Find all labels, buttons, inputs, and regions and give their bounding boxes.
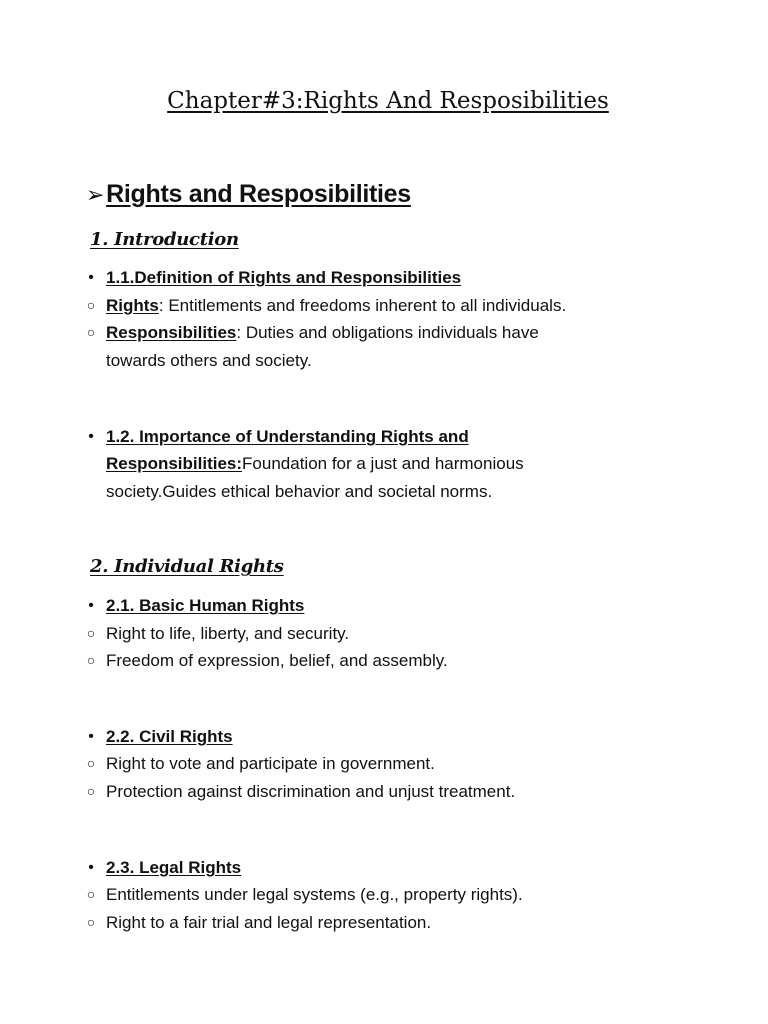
circle-bullet-icon: ○ <box>86 652 96 668</box>
term-rights: Rights <box>106 296 159 315</box>
disc-bullet-icon: • <box>88 269 94 286</box>
subheading-definition: • 1.1.Definition of Rights and Responsibilities <box>106 264 666 292</box>
circle-bullet-icon: ○ <box>86 625 96 641</box>
term-responsibilities: Responsibilities <box>106 323 237 342</box>
circle-bullet-icon: ○ <box>86 914 96 930</box>
disc-bullet-icon: • <box>88 859 94 876</box>
circle-bullet-icon: ○ <box>86 886 96 902</box>
subheading-civil-rights: • 2.2. Civil Rights <box>106 723 666 751</box>
chapter-title: Chapter#3:Rights And Resposibilities <box>167 88 609 114</box>
list-item-responsibilities: ○ Responsibilities: Duties and obligations individuals have <box>106 319 666 347</box>
list-item-continuation: towards others and society. <box>106 351 312 370</box>
circle-bullet-icon: ○ <box>86 297 96 313</box>
list-item: ○ Entitlements under legal systems (e.g., property rights). <box>106 881 666 909</box>
disc-bullet-icon: • <box>88 597 94 614</box>
main-heading <box>86 180 411 209</box>
importance-line-3: society.Guides ethical behavior and societal norms. <box>106 482 493 501</box>
circle-bullet-icon: ○ <box>86 783 96 799</box>
section-heading-individual-rights: 2. Individual Rights <box>90 556 284 577</box>
section-heading-introduction: 1. Introduction <box>90 229 239 250</box>
subheading-basic-human-rights: • 2.1. Basic Human Rights <box>106 592 666 620</box>
disc-bullet-icon: • <box>88 728 94 745</box>
circle-bullet-icon: ○ <box>86 324 96 340</box>
list-item-rights: ○ Rights: Entitlements and freedoms inherent to all individuals. <box>106 292 666 320</box>
subheading-importance: • 1.2. Importance of Understanding Rights and <box>106 423 666 451</box>
circle-bullet-icon: ○ <box>86 755 96 771</box>
arrow-bullet-icon: ➢ <box>86 182 105 207</box>
main-heading-text: Rights and Resposibilities <box>106 180 411 208</box>
list-item: ○ Right to a fair trial and legal representation. <box>106 909 666 937</box>
list-item: ○ Protection against discrimination and unjust treatment. <box>106 778 666 806</box>
list-item: ○ Right to life, liberty, and security. <box>106 620 666 648</box>
disc-bullet-icon: • <box>88 428 94 445</box>
list-item: ○ Freedom of expression, belief, and assembly. <box>106 647 666 675</box>
list-item: ○ Right to vote and participate in government. <box>106 750 666 778</box>
subheading-legal-rights: • 2.3. Legal Rights <box>106 854 666 882</box>
importance-line-2: Responsibilities:Foundation for a just and harmonious <box>106 454 524 473</box>
